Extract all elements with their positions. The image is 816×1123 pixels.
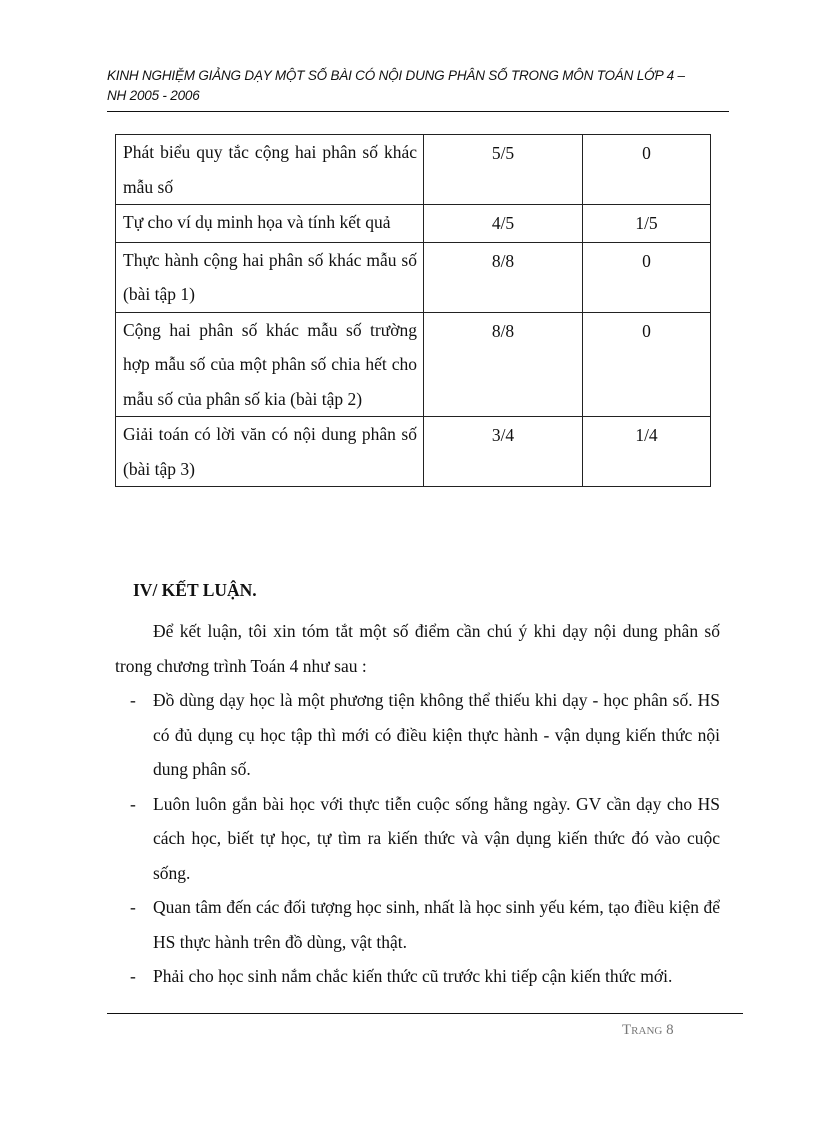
list-item-text: Quan tâm đến các đối tượng học sinh, nhất là học sinh yếu kém, tạo điều kiện để HS thực hành trên đồ dùng, vật thật. bbox=[153, 897, 720, 952]
table-cell-value: 8/8 bbox=[424, 242, 583, 312]
footer-divider bbox=[107, 1013, 743, 1014]
list-item-text: Luôn luôn gắn bài học với thực tiễn cuộc sống hằng ngày. GV cần dạy cho HS cách học, biết tự học, tự tìm ra kiến thức và vận dụng kiến thức đó vào cuộc sống. bbox=[153, 793, 720, 883]
conclusion-list bbox=[115, 683, 720, 994]
list-item bbox=[115, 683, 720, 787]
page-number: Trang 8 bbox=[622, 1022, 674, 1038]
table-cell-value: 3/4 bbox=[424, 417, 583, 487]
table-cell-content: Cộng hai phân số khác mẫu số trường hợp mẫu số của một phân số chia hết cho mẫu số của phân số kia (bài tập 2) bbox=[116, 312, 424, 417]
intro-paragraph: Để kết luận, tôi xin tóm tắt một số điểm cần chú ý khi dạy nội dung phân số trong chương trình Toán 4 như sau : bbox=[115, 621, 720, 676]
table-cell-content: Giải toán có lời văn có nội dung phân số (bài tập 3) bbox=[116, 417, 424, 487]
table-cell-value: 8/8 bbox=[424, 312, 583, 417]
header-divider bbox=[107, 111, 729, 112]
table-cell-content: Tự cho ví dụ minh họa và tính kết quả bbox=[116, 205, 424, 243]
table-cell-content: Thực hành cộng hai phân số khác mẫu số (bài tập 1) bbox=[116, 242, 424, 312]
table-cell-value: 0 bbox=[583, 312, 711, 417]
bullet-marker: - bbox=[130, 690, 136, 710]
section-heading: IV/ KẾT LUẬN. bbox=[133, 580, 257, 600]
results-table bbox=[115, 134, 711, 487]
bullet-marker: - bbox=[130, 966, 136, 986]
page-header bbox=[107, 66, 729, 106]
table-cell-value: 0 bbox=[583, 135, 711, 205]
header-title-line-1: KINH NGHIỆM GIẢNG DẠY MỘT SỐ BÀI CÓ NỘI DUNG PHÂN SỐ TRONG MÔN TOÁN LỚP 4 – bbox=[107, 68, 685, 83]
list-item bbox=[115, 959, 720, 994]
list-item bbox=[115, 890, 720, 959]
table-row bbox=[116, 205, 711, 243]
table-cell-value: 0 bbox=[583, 242, 711, 312]
table-row bbox=[116, 242, 711, 312]
list-item bbox=[115, 787, 720, 891]
table-row bbox=[116, 417, 711, 487]
bullet-marker: - bbox=[130, 897, 136, 917]
table-row bbox=[116, 135, 711, 205]
bullet-marker: - bbox=[130, 793, 136, 814]
table-cell-value: 5/5 bbox=[424, 135, 583, 205]
list-item-text: Phải cho học sinh nắm chắc kiến thức cũ trước khi tiếp cận kiến thức mới. bbox=[153, 966, 673, 986]
list-item-text: Đồ dùng dạy học là một phương tiện không thể thiếu khi dạy - học phân số. HS có đủ dụng cụ học tập thì mới có điều kiện thực hành - vận dụng kiến thức nội dung phân số. bbox=[153, 690, 720, 779]
table-cell-value: 1/4 bbox=[583, 417, 711, 487]
table-cell-value: 1/5 bbox=[583, 205, 711, 243]
header-title-line-2: NH 2005 - 2006 bbox=[107, 88, 200, 103]
table-cell-content: Phát biểu quy tắc cộng hai phân số khác mẫu số bbox=[116, 135, 424, 205]
table-cell-value: 4/5 bbox=[424, 205, 583, 243]
table-row bbox=[116, 312, 711, 417]
